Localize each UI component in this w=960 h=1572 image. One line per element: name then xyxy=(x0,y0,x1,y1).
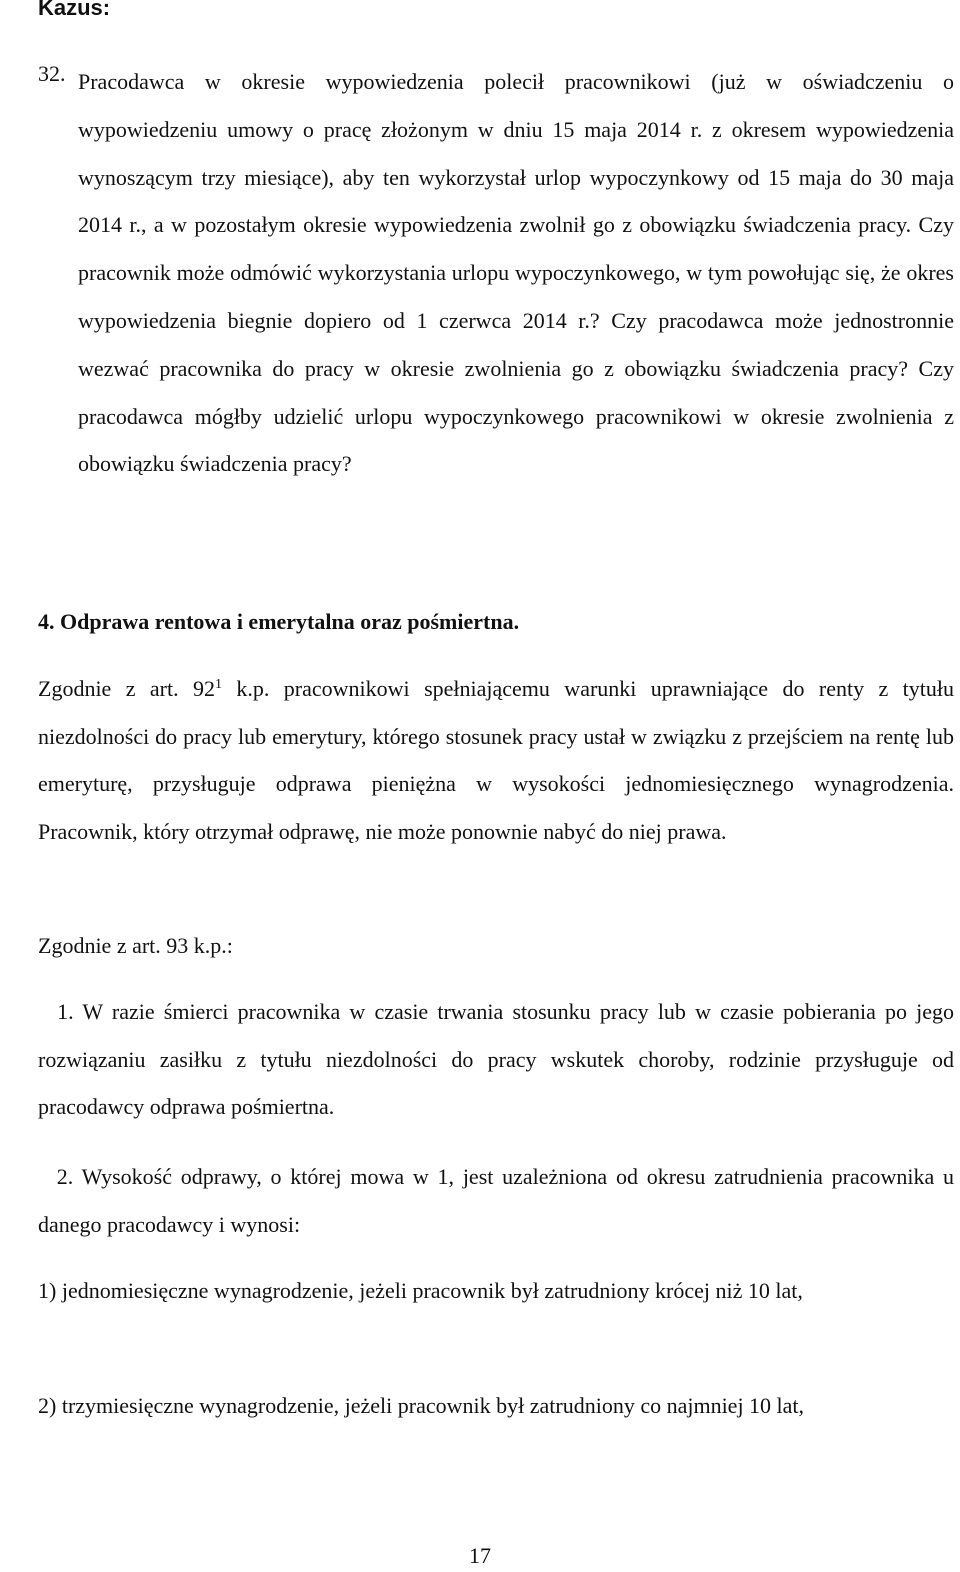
paragraph-art-92-1-prefix: Zgodnie z art. 92 xyxy=(38,676,215,701)
document-heading: Kazus: xyxy=(38,0,111,20)
case-text: Pracodawca w okresie wypowiedzenia polecił pracownikowi (już w oświadczeniu o wypowiedzeniu umowy o pracę złożonym w dniu 15 maja 2014 r. z okresem wypowiedzenia wynoszącym trzy miesiące), aby ten wykorzystał urlop wypoczynkowy od 15 maja do 30 maja 2014 r., a w pozostałym okresie wypowiedzenia zwolnił go z obowiązku świadczenia pracy. Czy pracownik może odmówić wykorzystania urlopu wypoczynkowego, w tym powołując się, że okres wypowiedzenia biegnie dopiero od 1 czerwca 2014 r.? Czy pracodawca może jednostronnie wezwać pracownika do pracy w okresie zwolnienia go z obowiązku świadczenia pracy? Czy pracodawca mógłby udzielić urlopu wypoczynkowego pracownikowi w okresie zwolnienia z obowiązku świadczenia pracy? xyxy=(78,69,954,477)
paragraph-art-93-1 xyxy=(38,988,954,1131)
superscript-1: 1 xyxy=(215,677,222,692)
paragraph-art-93-1-text: 1. W razie śmierci pracownika w czasie trwania stosunku pracy lub w czasie pobierania po jego rozwiązaniu zasiłku z tytułu niezdolności do pracy wskutek choroby, rodzinie przysługuje od pracodawcy odprawa pośmiertna. xyxy=(38,999,954,1119)
page-number: 17 xyxy=(469,1543,491,1568)
case-number: 32. xyxy=(38,61,66,86)
paragraph-art-93-2 xyxy=(38,1153,954,1248)
section-heading: 4. Odprawa rentowa i emerytalna oraz pośmiertna. xyxy=(38,609,520,634)
list-item-1: 1) jednomiesięczne wynagrodzenie, jeżeli pracownik był zatrudniony krócej niż 10 lat, xyxy=(38,1278,803,1303)
list-item-2: 2) trzymiesięczne wynagrodzenie, jeżeli pracownik był zatrudniony co najmniej 10 lat, xyxy=(38,1393,805,1418)
paragraph-art-92-1-text: k.p. pracownikowi spełniającemu warunki uprawniające do renty z tytułu niezdolności do pracy lub emerytury, którego stosunek pracy ustał w związku z przejściem na rentę lub emeryturę, przysługuje odprawa pieniężna w wysokości jednomiesięcznego wynagrodzenia. Pracownik, który otrzymał odprawę, nie może ponownie nabyć do niej prawa. xyxy=(38,676,954,844)
paragraph-art-93-2-text: 2. Wysokość odprawy, o której mowa w 1, jest uzależniona od okresu zatrudnienia pracownika u danego pracodawcy i wynosi: xyxy=(38,1164,954,1237)
paragraph-art-93-intro: Zgodnie z art. 93 k.p.: xyxy=(38,933,233,958)
paragraph-art-92-1 xyxy=(38,665,954,855)
